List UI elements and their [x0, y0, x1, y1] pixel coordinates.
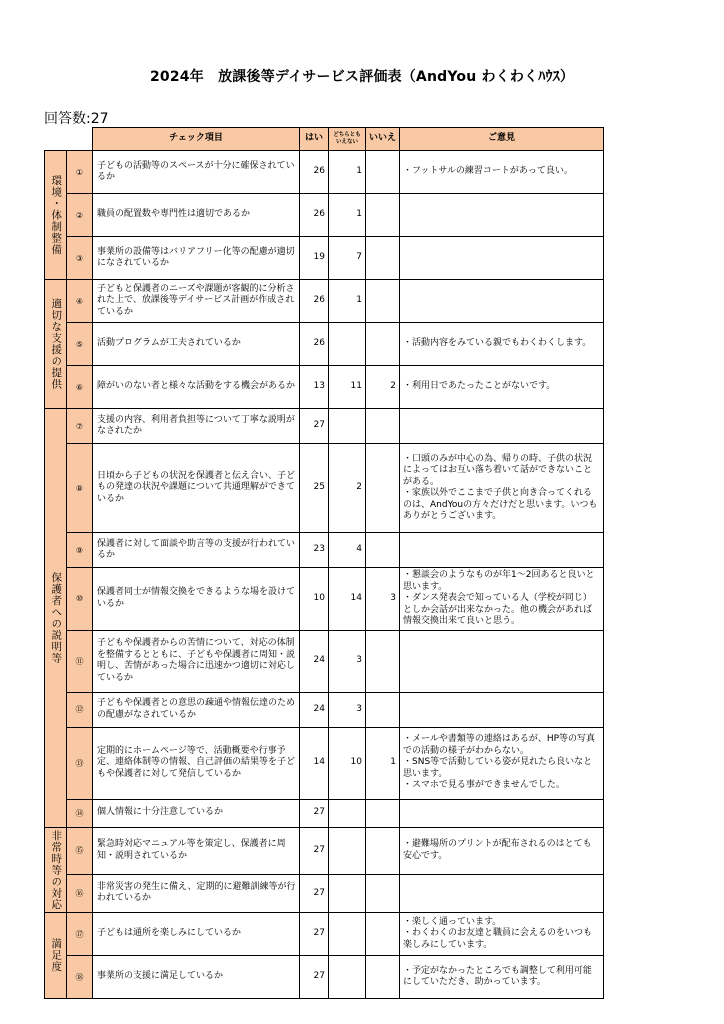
opinion-text	[400, 692, 604, 727]
row-number-circle: ②	[75, 210, 84, 220]
yes-count: 26	[300, 151, 329, 194]
row-number	[67, 151, 93, 194]
row-number-circle: ③	[75, 253, 84, 263]
neither-count: 7	[329, 237, 366, 280]
yes-count: 27	[300, 874, 329, 912]
check-item: 個人情報に十分注意しているか	[93, 799, 300, 827]
header-row	[45, 128, 604, 151]
row-number-circle: ⑯	[75, 888, 84, 898]
no-count	[366, 194, 400, 237]
no-count	[366, 630, 400, 692]
page-title: 2024年 放課後等デイサービス評価表（AndYou わくわくﾊｳｽ）	[149, 69, 575, 85]
no-count	[366, 323, 400, 366]
opinion-text: ・フットサルの練習コートがあって良い。	[400, 151, 604, 194]
neither-count	[329, 799, 366, 827]
row-number	[67, 237, 93, 280]
table-row	[45, 630, 604, 692]
opinion-text	[400, 799, 604, 827]
row-number	[67, 727, 93, 799]
check-item: 子どもの活動等のスペースが十分に確保されているか	[93, 151, 300, 194]
table-row	[45, 956, 604, 999]
yes-count: 26	[300, 323, 329, 366]
row-number	[67, 366, 93, 409]
yes-count: 27	[300, 956, 329, 999]
yes-count: 13	[300, 366, 329, 409]
check-item: 事業所の支援に満足しているか	[93, 956, 300, 999]
table-row	[45, 913, 604, 956]
neither-count: 11	[329, 366, 366, 409]
neither-count: 1	[329, 194, 366, 237]
row-number-circle: ①	[75, 167, 84, 177]
table-row	[45, 280, 604, 323]
header-no: いいえ	[366, 128, 400, 151]
no-count	[366, 827, 400, 874]
row-number-circle: ⑩	[75, 594, 84, 604]
table-row	[45, 827, 604, 874]
neither-count	[329, 874, 366, 912]
header-opinion: ご意見	[400, 128, 604, 151]
check-item: 保護者同士が情報交換をできるような場を設けているか	[93, 568, 300, 631]
yes-count: 14	[300, 727, 329, 799]
neither-count: 3	[329, 692, 366, 727]
neither-count	[329, 956, 366, 999]
no-count	[366, 280, 400, 323]
neither-count	[329, 323, 366, 366]
neither-count: 1	[329, 151, 366, 194]
opinion-text: ・メールや書類等の連絡はあるが、HP等の写真での活動の様子がわからない。 ・SNS等で活動している姿が見れたら良いなと思います。 ・スマホで見る事ができませんでした。	[400, 727, 604, 799]
table-row	[45, 237, 604, 280]
table-row	[45, 444, 604, 533]
yes-count: 25	[300, 444, 329, 533]
header-blank	[45, 128, 93, 151]
check-item: 保護者に対して面談や助言等の支援が行われているか	[93, 533, 300, 568]
header-neither	[329, 128, 366, 151]
row-number	[67, 194, 93, 237]
table-row	[45, 533, 604, 568]
neither-count: 3	[329, 630, 366, 692]
no-count	[366, 874, 400, 912]
table-row	[45, 727, 604, 799]
table-row	[45, 323, 604, 366]
row-number	[67, 956, 93, 999]
no-count: 3	[366, 568, 400, 631]
check-item: 子どもと保護者のニーズや課題が客観的に分析された上で、放課後等デイサービス計画が作成されているか	[93, 280, 300, 323]
row-number	[67, 630, 93, 692]
table-row	[45, 366, 604, 409]
opinion-text: ・楽しく通っています。 ・わくわくのお友達と職員に会えるのをいつも楽しみにしています。	[400, 913, 604, 956]
no-count	[366, 444, 400, 533]
row-number	[67, 568, 93, 631]
row-number	[67, 692, 93, 727]
check-item: 職員の配置数や専門性は適切であるか	[93, 194, 300, 237]
no-count	[366, 533, 400, 568]
yes-count: 23	[300, 533, 329, 568]
opinion-text: ・利用日であたったことがないです。	[400, 366, 604, 409]
header-item: チェック項目	[93, 128, 300, 151]
row-number	[67, 323, 93, 366]
check-item: 子どもは通所を楽しみにしているか	[93, 913, 300, 956]
neither-count: 14	[329, 568, 366, 631]
row-number-circle: ⑭	[75, 808, 84, 818]
category-label: 非常時等の対応	[45, 827, 67, 913]
category-label: 保護者への説明等	[45, 409, 67, 828]
row-number	[67, 913, 93, 956]
yes-count: 27	[300, 409, 329, 444]
neither-count: 10	[329, 727, 366, 799]
header-neither-text: どちらとも いえない	[333, 132, 361, 145]
no-count: 1	[366, 727, 400, 799]
yes-count: 10	[300, 568, 329, 631]
neither-count	[329, 409, 366, 444]
response-count: 回答数:27	[44, 111, 109, 127]
opinion-text: ・予定がなかったところでも調整して利用可能にしていただき、助かっています。	[400, 956, 604, 999]
check-item: 緊急時対応マニュアル等を策定し、保護者に周知・説明されているか	[93, 827, 300, 874]
no-count	[366, 151, 400, 194]
opinion-text: ・活動内容をみている親でもわくわくします。	[400, 323, 604, 366]
row-number-circle: ⑬	[75, 758, 84, 768]
neither-count	[329, 913, 366, 956]
opinion-text	[400, 630, 604, 692]
yes-count: 19	[300, 237, 329, 280]
opinion-text	[400, 533, 604, 568]
opinion-text	[400, 280, 604, 323]
opinion-text: ・避難場所のプリントが配布されるのはとても安心です。	[400, 827, 604, 874]
row-number-circle: ⑰	[75, 929, 84, 939]
row-number-circle: ⑦	[75, 421, 84, 431]
yes-count: 27	[300, 799, 329, 827]
row-number-circle: ⑧	[75, 483, 84, 493]
row-number	[67, 533, 93, 568]
check-item: 障がいのない者と様々な活動をする機会があるか	[93, 366, 300, 409]
opinion-text	[400, 409, 604, 444]
table-row	[45, 692, 604, 727]
header-yes: はい	[300, 128, 329, 151]
row-number	[67, 409, 93, 444]
check-item: 日頃から子どもの状況を保護者と伝え合い、子どもの発達の状況や課題について共通理解ができているか	[93, 444, 300, 533]
category-label: 環境・体制整備	[45, 151, 67, 280]
yes-count: 26	[300, 280, 329, 323]
row-number-circle: ⑱	[75, 972, 84, 982]
opinion-text	[400, 194, 604, 237]
yes-count: 26	[300, 194, 329, 237]
category-label: 適切な支援の提供	[45, 280, 67, 409]
row-number	[67, 827, 93, 874]
yes-count: 24	[300, 630, 329, 692]
evaluation-table	[44, 127, 604, 999]
opinion-text: ・懇談会のようなものが年1～2回あると良いと思います。 ・ダンス発表会で知っている人（学校が同じ）としか会話が出来なかった。他の機会があれば情報交換出来て良いと思う。	[400, 568, 604, 631]
no-count	[366, 799, 400, 827]
no-count	[366, 237, 400, 280]
check-item: 事業所の設備等はバリアフリー化等の配慮が適切になされているか	[93, 237, 300, 280]
check-item: 非常災害の発生に備え、定期的に避難訓練等が行われているか	[93, 874, 300, 912]
check-item: 子どもや保護者からの苦情について、対応の体制を整備するとともに、子どもや保護者に周知・説明し、苦情があった場合に迅速かつ適切に対応しているか	[93, 630, 300, 692]
table-row	[45, 568, 604, 631]
row-number-circle: ⑪	[75, 656, 84, 666]
neither-count: 4	[329, 533, 366, 568]
row-number-circle: ⑤	[75, 339, 84, 349]
table-row	[45, 409, 604, 444]
no-count	[366, 956, 400, 999]
row-number-circle: ⑫	[75, 705, 84, 714]
opinion-text: ・口頭のみが中心の為、帰りの時、子供の状況によってはお互い落ち着いて話ができないことがある。 ・家族以外でここまで子供と向き合ってくれるのは、AndYouの方々だけだと思います。いつもありがとうございます。	[400, 444, 604, 533]
no-count	[366, 692, 400, 727]
opinion-text	[400, 874, 604, 912]
category-label: 満足度	[45, 913, 67, 999]
neither-count	[329, 827, 366, 874]
table-row	[45, 151, 604, 194]
row-number	[67, 874, 93, 912]
row-number-circle: ⑨	[75, 545, 84, 555]
no-count: 2	[366, 366, 400, 409]
check-item: 子どもや保護者との意思の疎通や情報伝達のための配慮がなされているか	[93, 692, 300, 727]
check-item: 定期的にホームページ等で、活動概要や行事予定、連絡体制等の情報、自己評価の結果等を子どもや保護者に対して発信しているか	[93, 727, 300, 799]
yes-count: 24	[300, 692, 329, 727]
row-number	[67, 799, 93, 827]
row-number	[67, 280, 93, 323]
neither-count: 2	[329, 444, 366, 533]
opinion-text	[400, 237, 604, 280]
row-number-circle: ⑥	[75, 382, 84, 392]
check-item: 活動プログラムが工夫されているか	[93, 323, 300, 366]
table-row	[45, 194, 604, 237]
table-row	[45, 874, 604, 912]
table-row	[45, 799, 604, 827]
yes-count: 27	[300, 827, 329, 874]
row-number-circle: ⑮	[75, 846, 84, 856]
row-number	[67, 444, 93, 533]
no-count	[366, 913, 400, 956]
yes-count: 27	[300, 913, 329, 956]
neither-count: 1	[329, 280, 366, 323]
check-item: 支援の内容、利用者負担等について丁寧な説明がなされたか	[93, 409, 300, 444]
row-number-circle: ④	[75, 296, 84, 306]
no-count	[366, 409, 400, 444]
